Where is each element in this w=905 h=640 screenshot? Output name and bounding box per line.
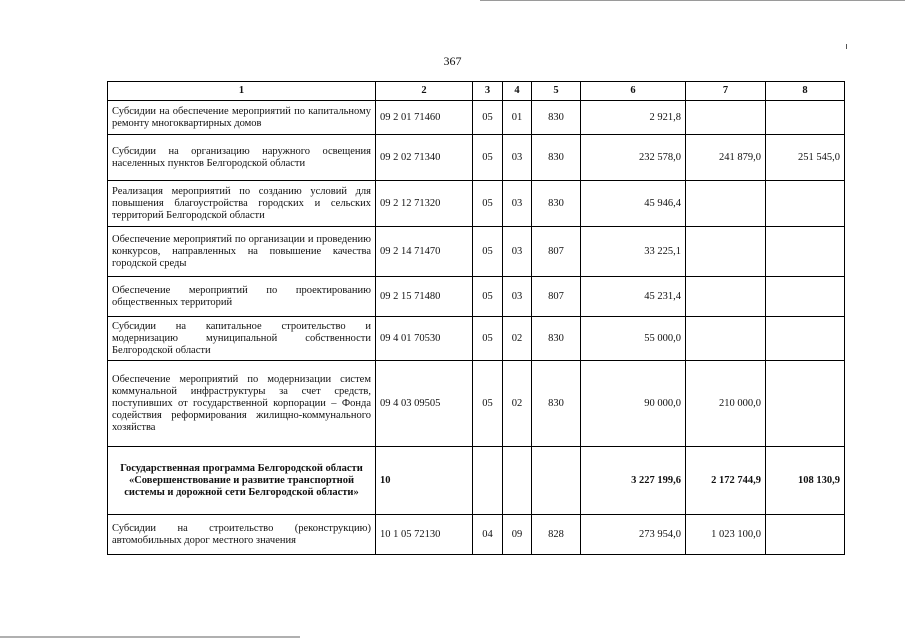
table-row bbox=[108, 277, 845, 317]
row-amount-8 bbox=[766, 277, 845, 317]
row-type: 830 bbox=[532, 361, 581, 447]
row-section: 05 bbox=[473, 277, 503, 317]
row-code: 10 1 05 72130 bbox=[376, 515, 473, 555]
table-row bbox=[108, 101, 845, 135]
row-amount-8 bbox=[766, 317, 845, 361]
row-amount-8: 251 545,0 bbox=[766, 135, 845, 181]
row-type: 830 bbox=[532, 135, 581, 181]
row-code: 09 2 02 71340 bbox=[376, 135, 473, 181]
row-subsection: 03 bbox=[503, 227, 532, 277]
row-amount-8 bbox=[766, 515, 845, 555]
row-amount-7: 2 172 744,9 bbox=[686, 447, 766, 515]
row-subsection: 02 bbox=[503, 317, 532, 361]
program-row bbox=[108, 447, 845, 515]
column-header: 3 bbox=[473, 82, 503, 101]
row-amount-6: 45 946,4 bbox=[581, 181, 686, 227]
row-code: 09 2 12 71320 bbox=[376, 181, 473, 227]
row-amount-7: 210 000,0 bbox=[686, 361, 766, 447]
row-type: 828 bbox=[532, 515, 581, 555]
row-amount-6: 232 578,0 bbox=[581, 135, 686, 181]
row-amount-8: 108 130,9 bbox=[766, 447, 845, 515]
row-name: Субсидии на строительство (реконструкцию) автомобильных дорог местного значения bbox=[108, 515, 376, 555]
row-code: 09 2 14 71470 bbox=[376, 227, 473, 277]
row-subsection: 03 bbox=[503, 181, 532, 227]
column-header: 7 bbox=[686, 82, 766, 101]
row-section: 05 bbox=[473, 361, 503, 447]
row-name: Обеспечение мероприятий по модернизации систем коммунальной инфраструктуры за счет средств, поступивших от государственной корпорации – Фонда содействия реформирования жилищно-коммунального хозяйства bbox=[108, 361, 376, 447]
row-subsection: 02 bbox=[503, 361, 532, 447]
scan-artifact-line bbox=[0, 636, 300, 638]
row-amount-6: 90 000,0 bbox=[581, 361, 686, 447]
row-amount-7: 241 879,0 bbox=[686, 135, 766, 181]
row-amount-6: 2 921,8 bbox=[581, 101, 686, 135]
column-header: 5 bbox=[532, 82, 581, 101]
row-amount-7 bbox=[686, 181, 766, 227]
row-amount-8 bbox=[766, 361, 845, 447]
table-row bbox=[108, 181, 845, 227]
row-subsection: 09 bbox=[503, 515, 532, 555]
column-header: 6 bbox=[581, 82, 686, 101]
row-amount-8 bbox=[766, 181, 845, 227]
row-subsection bbox=[503, 447, 532, 515]
row-name: Государственная программа Белгородской области «Совершенствование и развитие транспортной системы и дорожной сети Белгородской области» bbox=[108, 447, 376, 515]
row-section bbox=[473, 447, 503, 515]
row-type: 807 bbox=[532, 227, 581, 277]
row-section: 05 bbox=[473, 135, 503, 181]
row-amount-6: 45 231,4 bbox=[581, 277, 686, 317]
column-header: 4 bbox=[503, 82, 532, 101]
row-subsection: 01 bbox=[503, 101, 532, 135]
table-row bbox=[108, 135, 845, 181]
row-name: Субсидии на организацию наружного освещения населенных пунктов Белгородской области bbox=[108, 135, 376, 181]
table-row bbox=[108, 515, 845, 555]
row-code: 09 4 01 70530 bbox=[376, 317, 473, 361]
row-section: 05 bbox=[473, 181, 503, 227]
row-amount-6: 3 227 199,6 bbox=[581, 447, 686, 515]
budget-table bbox=[107, 81, 845, 555]
row-amount-7: 1 023 100,0 bbox=[686, 515, 766, 555]
row-amount-6: 55 000,0 bbox=[581, 317, 686, 361]
row-amount-7 bbox=[686, 277, 766, 317]
row-amount-7 bbox=[686, 317, 766, 361]
column-header: 2 bbox=[376, 82, 473, 101]
row-code: 09 2 15 71480 bbox=[376, 277, 473, 317]
row-type: 830 bbox=[532, 317, 581, 361]
table-row bbox=[108, 361, 845, 447]
row-amount-7 bbox=[686, 227, 766, 277]
row-section: 05 bbox=[473, 227, 503, 277]
row-type bbox=[532, 447, 581, 515]
row-subsection: 03 bbox=[503, 135, 532, 181]
row-name: Обеспечение мероприятий по проектированию общественных территорий bbox=[108, 277, 376, 317]
row-type: 807 bbox=[532, 277, 581, 317]
row-name: Субсидии на капитальное строительство и модернизацию муниципальной собственности Белгородской области bbox=[108, 317, 376, 361]
row-code: 10 bbox=[376, 447, 473, 515]
row-type: 830 bbox=[532, 101, 581, 135]
row-amount-6: 33 225,1 bbox=[581, 227, 686, 277]
row-amount-8 bbox=[766, 101, 845, 135]
page-number: 367 bbox=[443, 54, 462, 68]
row-name: Обеспечение мероприятий по организации и проведению конкурсов, направленных на повышение качества городской среды bbox=[108, 227, 376, 277]
column-header: 8 bbox=[766, 82, 845, 101]
row-name: Субсидии на обеспечение мероприятий по капитальному ремонту многоквартирных домов bbox=[108, 101, 376, 135]
row-name: Реализация мероприятий по созданию условий для повышения благоустройства городских и сельских территорий Белгородской области bbox=[108, 181, 376, 227]
row-subsection: 03 bbox=[503, 277, 532, 317]
row-code: 09 2 01 71460 bbox=[376, 101, 473, 135]
scan-artifact-mark bbox=[846, 44, 847, 49]
row-code: 09 4 03 09505 bbox=[376, 361, 473, 447]
row-section: 04 bbox=[473, 515, 503, 555]
row-section: 05 bbox=[473, 317, 503, 361]
row-section: 05 bbox=[473, 101, 503, 135]
row-type: 830 bbox=[532, 181, 581, 227]
row-amount-7 bbox=[686, 101, 766, 135]
table-row bbox=[108, 317, 845, 361]
table-row bbox=[108, 227, 845, 277]
column-header: 1 bbox=[108, 82, 376, 101]
scan-artifact-line bbox=[480, 0, 905, 1]
row-amount-8 bbox=[766, 227, 845, 277]
row-amount-6: 273 954,0 bbox=[581, 515, 686, 555]
header-row bbox=[108, 82, 845, 101]
